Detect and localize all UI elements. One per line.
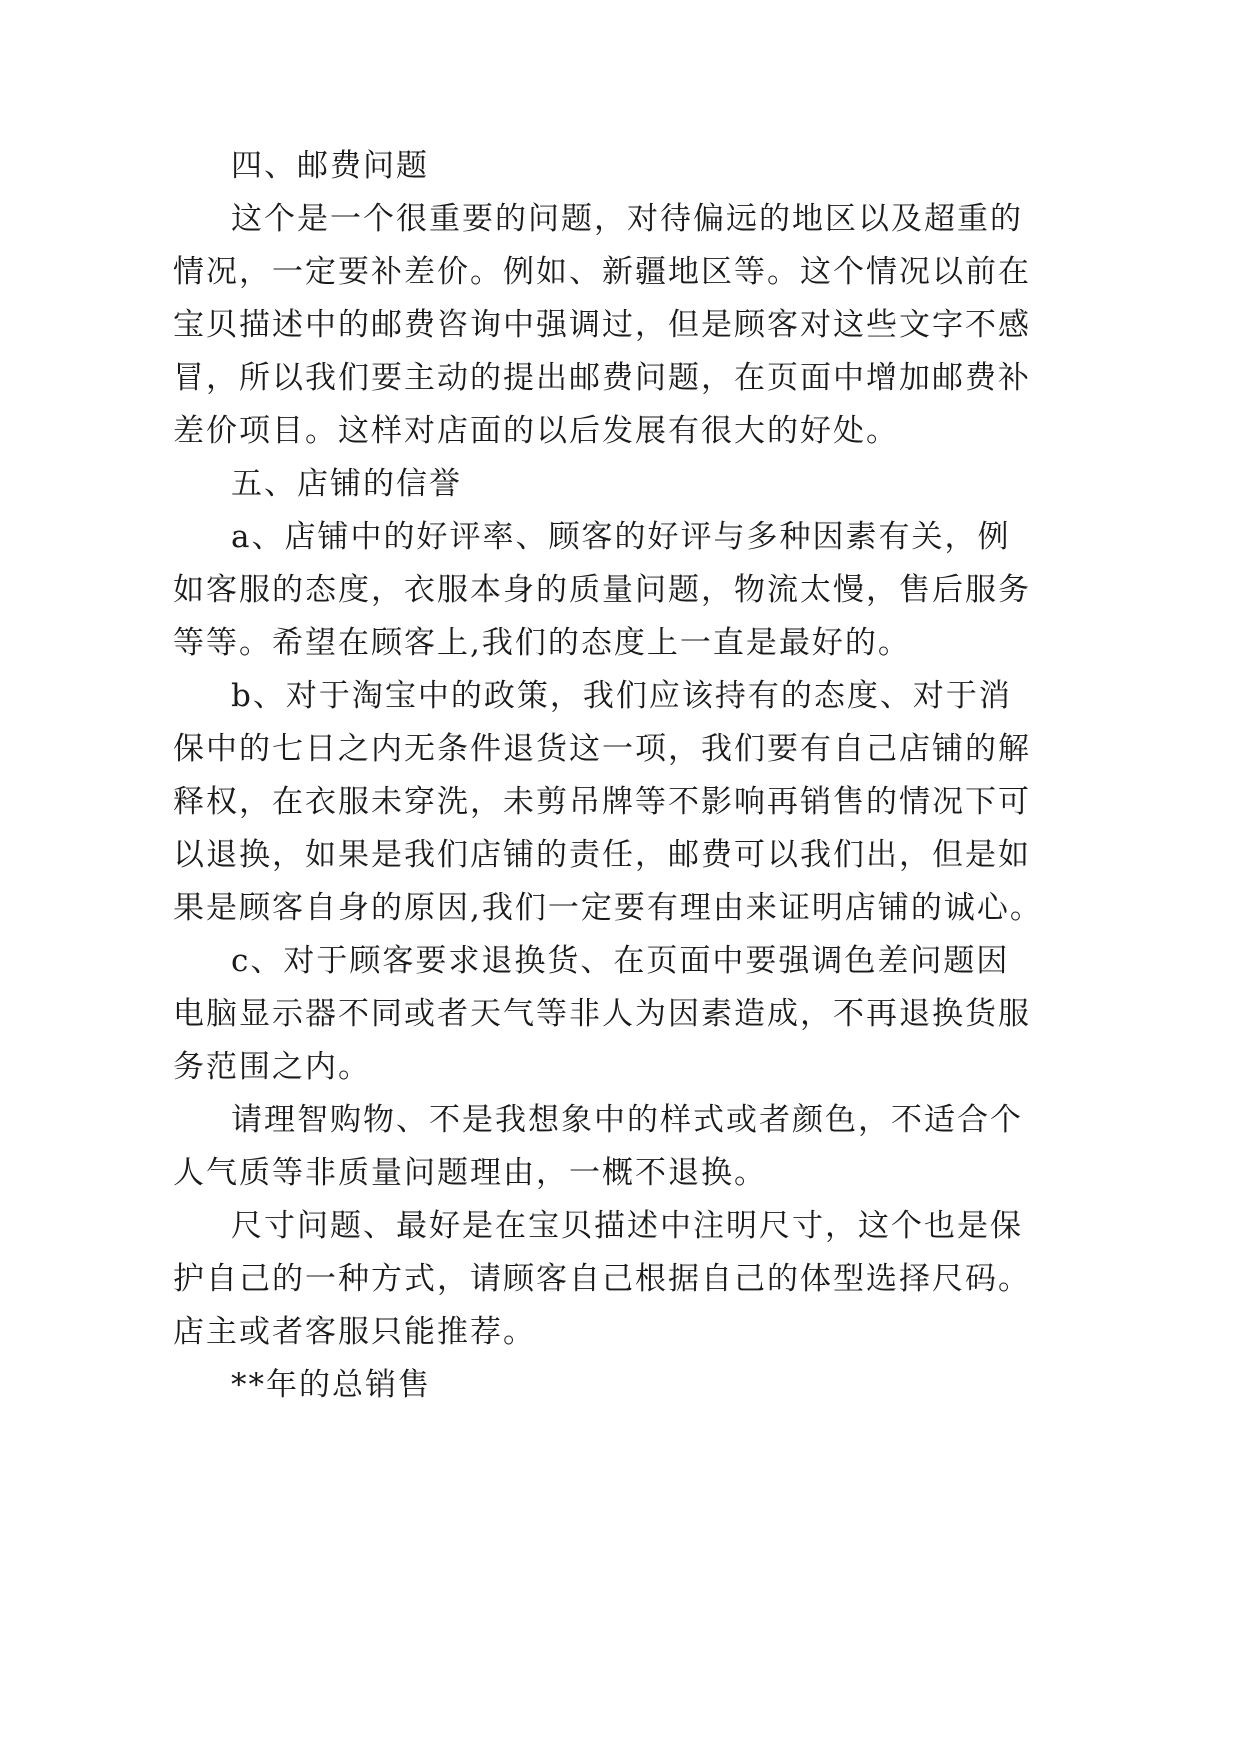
paragraph-line: 这个是一个很重要的问题，对待偏远的地区以及超重的 — [231, 201, 1023, 237]
paragraph-line: 冒，所以我们要主动的提出邮费问题，在页面中增加邮费补 — [173, 360, 1031, 396]
paragraph-line: 保中的七日之内无条件退货这一项，我们要有自己店铺的解 — [173, 731, 1031, 767]
paragraph-line: 请理智购物、不是我想象中的样式或者颜色，不适合个 — [231, 1102, 1023, 1138]
paragraph-line: 宝贝描述中的邮费咨询中强调过，但是顾客对这些文字不感 — [173, 307, 1031, 343]
paragraph-line: 释权，在衣服未穿洗，未剪吊牌等不影响再销售的情况下可 — [173, 784, 1031, 820]
paragraph-line: 尺寸问题、最好是在宝贝描述中注明尺寸，这个也是保 — [231, 1208, 1023, 1244]
section-heading-annual-sales: **年的总销售 — [231, 1367, 431, 1403]
paragraph-line: 人气质等非质量问题理由，一概不退换。 — [173, 1155, 767, 1191]
paragraph-line: 果是顾客自身的原因,我们一定要有理由来证明店铺的诚心。 — [173, 890, 1043, 926]
paragraph-line: 情况，一定要补差价。例如、新疆地区等。这个情况以前在 — [173, 254, 1031, 290]
paragraph-line: 务范围之内。 — [173, 1049, 371, 1085]
paragraph-line: 等等。希望在顾客上,我们的态度上一直是最好的。 — [173, 625, 911, 661]
paragraph-line: 以退换，如果是我们店铺的责任，邮费可以我们出，但是如 — [173, 837, 1031, 873]
paragraph-line: 如客服的态度，衣服本身的质量问题，物流太慢，售后服务 — [173, 572, 1031, 608]
paragraph-line: 差价项目。这样对店面的以后发展有很大的好处。 — [173, 413, 899, 449]
paragraph-line: 护自己的一种方式，请顾客自己根据自己的体型选择尺码。 — [173, 1261, 1031, 1297]
paragraph-line: a、店铺中的好评率、顾客的好评与多种因素有关，例 — [231, 519, 1011, 555]
paragraph-line: 店主或者客服只能推荐。 — [173, 1314, 536, 1350]
section-heading-postage: 四、邮费问题 — [231, 148, 429, 184]
section-heading-reputation: 五、店铺的信誉 — [231, 466, 462, 502]
paragraph-line: c、对于顾客要求退换货、在页面中要强调色差问题因 — [231, 943, 1010, 979]
paragraph-line: 电脑显示器不同或者天气等非人为因素造成，不再退换货服 — [173, 996, 1031, 1032]
paragraph-line: b、对于淘宝中的政策，我们应该持有的态度、对于消 — [231, 678, 1012, 714]
